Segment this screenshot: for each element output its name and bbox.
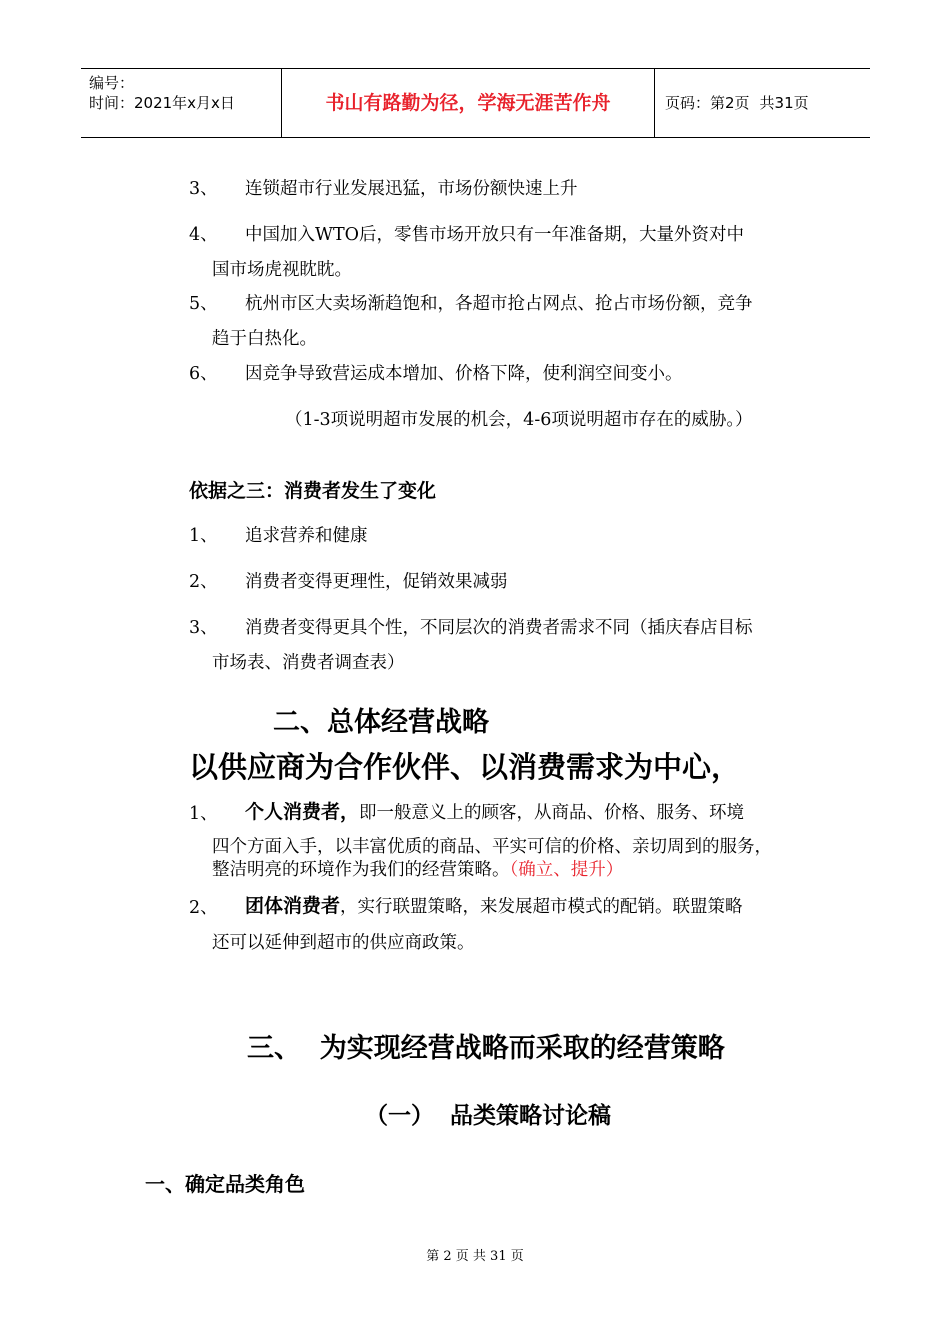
list-b-num: 3、 (189, 618, 218, 638)
list-c-bold-term: 个人消费者， (245, 801, 360, 823)
list-a-num: 4、 (189, 225, 218, 245)
list-b-text: 消费者变得更具个性，不同层次的消费者需求不同（插庆春店目标 (245, 618, 753, 638)
code-label: 编号： (89, 74, 135, 92)
list-b-text: 消费者变得更理性，促销效果减弱 (245, 572, 508, 592)
list-a-text: 中国加入WTO后，零售市场开放只有一年准备期，大量外资对中 (245, 225, 745, 245)
list-a-num: 3、 (189, 179, 218, 199)
list-a-text-cont: 趋于白热化。 (212, 329, 317, 349)
list-c-num: 2、 (189, 898, 218, 918)
section-2-title: 二、总体经营战略 (273, 707, 489, 738)
list-c-num: 1、 (189, 804, 218, 824)
list-c-line: ，实行联盟策略，来发展超市模式的配销。联盟策略 (340, 897, 743, 917)
list-b-num: 1、 (189, 526, 218, 546)
list-b-text: 追求营养和健康 (245, 526, 368, 546)
list-c-text-cont: 还可以延伸到超市的供应商政策。 (212, 933, 475, 953)
section-3-title: 三、 为实现经营战略而采取的经营策略 (247, 1033, 725, 1064)
list-a-num: 5、 (189, 294, 218, 314)
total-pages-label: 共31页 (759, 94, 809, 112)
page-footer: 第 2 页 共 31 页 (426, 1249, 524, 1264)
list-c-bold-term: 团体消费者 (245, 895, 341, 917)
header-motto: 书山有路勤为径，学海无涯苦作舟 (282, 69, 655, 137)
list-c-text (245, 797, 744, 824)
list-a-text-cont: 国市场虎视眈眈。 (212, 260, 352, 280)
list-a-num: 6、 (189, 364, 218, 384)
header-left-cell (81, 69, 282, 137)
page-label: 页码：第2页 (665, 94, 750, 112)
basis-3-heading: 依据之三：消费者发生了变化 (189, 480, 437, 502)
list-c-red-note: （确立、提升） (509, 860, 624, 880)
list-c-text (245, 891, 743, 918)
subsection-1-title: （一） 品类策略讨论稿 (365, 1103, 612, 1129)
header-table (81, 68, 870, 138)
section-2-slogan: 以供应商为合作伙伴、以消费需求为中心， (189, 750, 741, 784)
list-c-text-cont (212, 856, 623, 881)
list-a-text: 因竞争导致营运成本增加、价格下降，使利润空间变小。 (245, 364, 683, 384)
list-a-text: 杭州市区大卖场渐趋饱和，各超市抢占网点、抢占市场份额，竞争 (245, 294, 753, 314)
list-c-line: 整洁明亮的环境作为我们的经营策略。 (212, 860, 510, 880)
sub-heading: 一、确定品类角色 (145, 1172, 305, 1196)
note-paragraph: （1-3项说明超市发展的机会，4-6项说明超市存在的威胁。） (285, 410, 753, 430)
list-b-text-cont: 市场表、消费者调查表） (212, 653, 405, 673)
date-label: 时间：2021年x月x日 (89, 94, 235, 112)
list-a-text: 连锁超市行业发展迅猛，市场份额快速上升 (245, 179, 578, 199)
list-b-num: 2、 (189, 572, 218, 592)
list-c-line: 即一般意义上的顾客，从商品、价格、服务、环境 (359, 803, 745, 823)
list-c-text-cont: 四个方面入手，以丰富优质的商品、平实可信的价格、亲切周到的服务， (212, 837, 772, 857)
header-right-cell (655, 69, 870, 137)
